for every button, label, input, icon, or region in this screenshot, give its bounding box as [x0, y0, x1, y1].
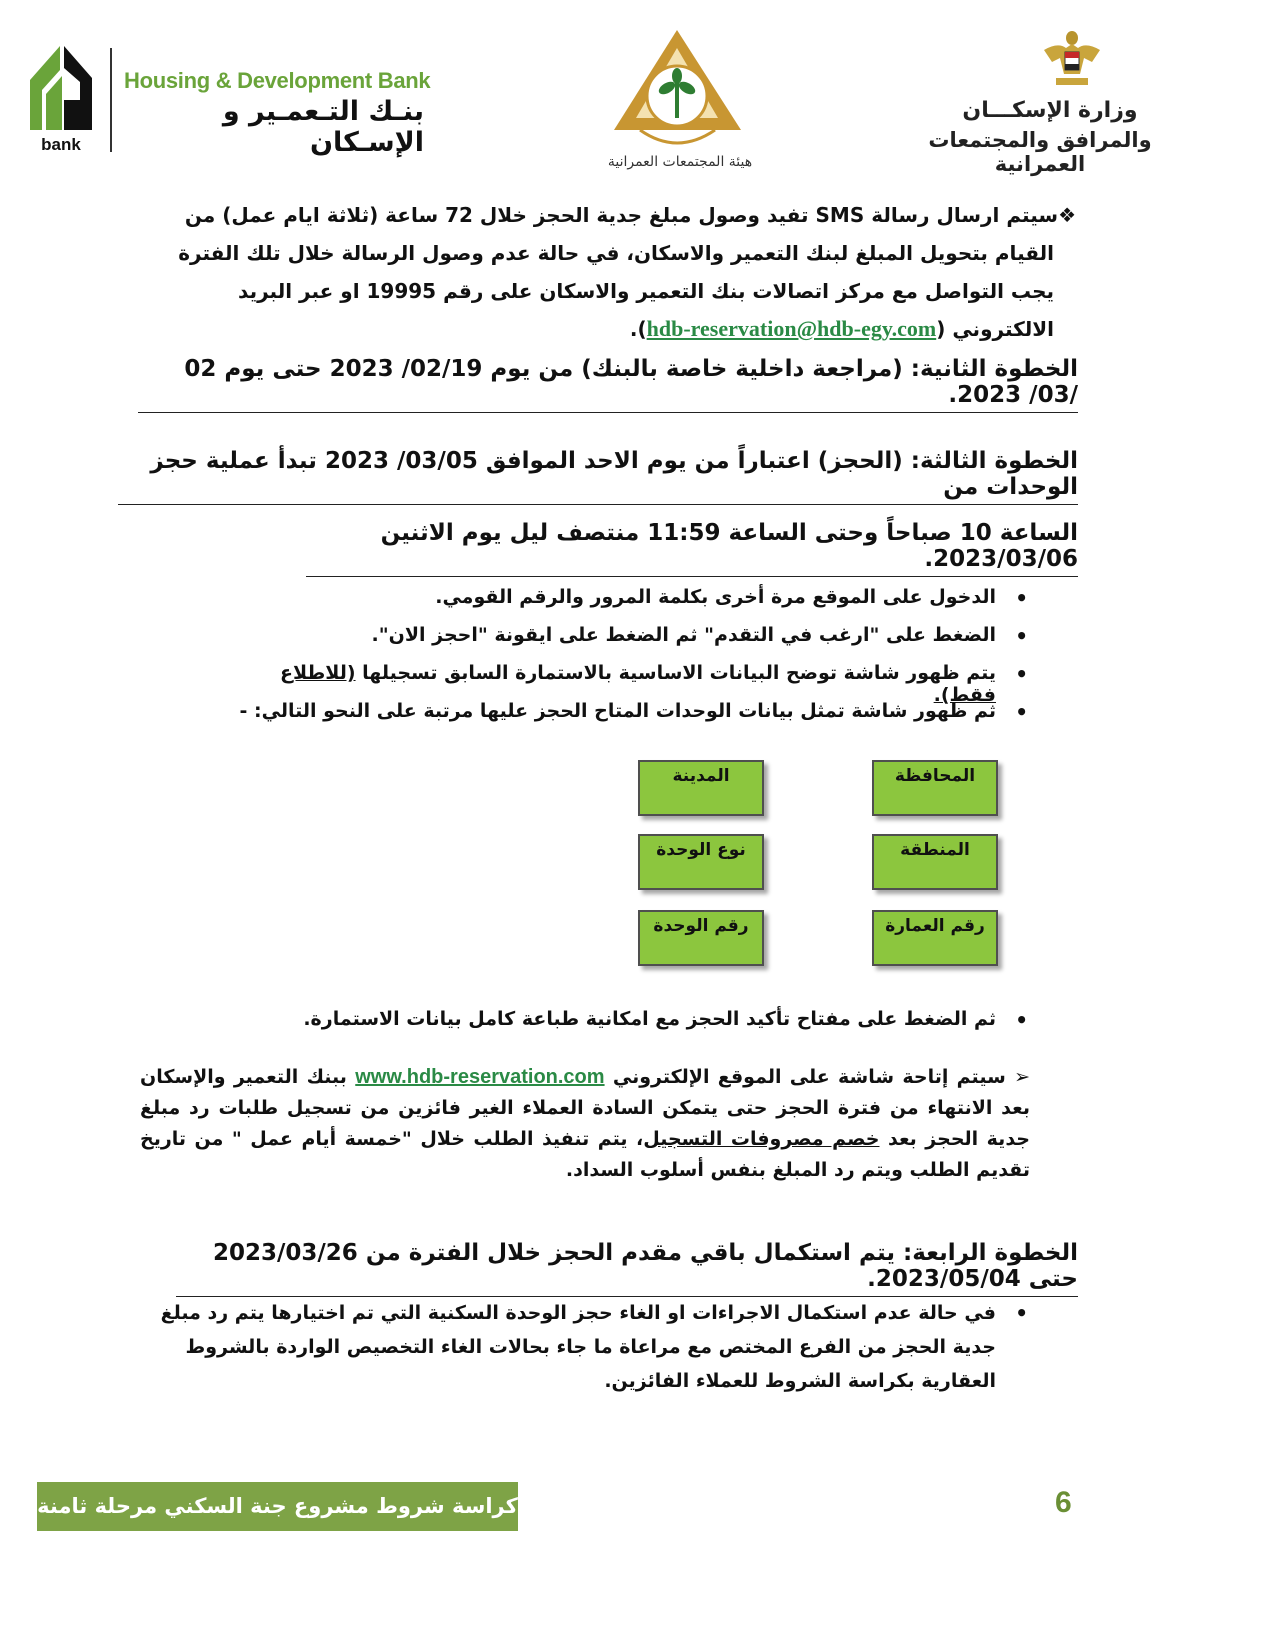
email-link[interactable]: hdb-reservation@hdb-egy.com — [646, 316, 937, 341]
hdb-logo-icon — [28, 42, 94, 154]
step3-heading-line2: الساعة 10 صباحاً وحتى الساعة 11:59 منتصف ليل يوم الاثنين 2023/03/06. — [306, 520, 1078, 577]
footer-title: كراسة شروط مشروع جنة السكني مرحلة ثامنة — [37, 1482, 518, 1531]
egypt-eagle-icon — [1040, 28, 1104, 90]
registration-fees-note: خصم مصروفات التسجيل — [643, 1128, 880, 1150]
sms-note-line1: ❖سيتم ارسال رسالة SMS تفيد وصول مبلغ جدية الحجز خلال 72 ساعة (ثلاثة ايام عمل) من — [184, 203, 1076, 227]
ministry-name: وزارة الإسكـــان — [962, 98, 1138, 123]
list-item: • ثم ظهور شاشة تمثل بيانات الوحدات المتاح الحجز عليها مرتبة على النحو التالي: - — [230, 700, 1030, 738]
sms-note-line3: يجب التواصل مع مركز اتصالات بنك التعمير والاسكان على رقم 19995 او عبر البريد — [238, 279, 1054, 303]
step3-heading-line1: الخطوة الثالثة: (الحجز) اعتباراً من يوم الاحد الموافق 03/05/ 2023 تبدأ عملية حجز الوحدات من — [118, 448, 1078, 505]
steps-list — [230, 586, 1030, 738]
unit-type-box: نوع الوحدة — [638, 834, 764, 890]
ministry-subtitle: والمرافق والمجتمعات العمرانية — [928, 128, 1152, 176]
list-item: • يتم ظهور شاشة توضح البيانات الاساسية بالاستمارة السابق تسجيلها (للاطلاع فقط). — [230, 662, 1030, 700]
header-separator — [110, 48, 112, 152]
nuca-caption: هيئة المجتمعات العمرانية — [607, 154, 753, 170]
diamond-bullet-icon: ❖ — [1058, 203, 1076, 227]
arrow-bullet-icon: ➢ — [1014, 1066, 1030, 1088]
info-only-note: (للاطلاع فقط). — [280, 662, 996, 706]
list-item: • في حالة عدم استكمال الاجراءات او الغاء حجز الوحدة السكنية التي تم اختيارها يتم رد مبلغ جدية الحجز من الفرع المختص مع مراعاة ما جاء بحالات الغاء التخصيص الواردة بالشروط العقارية بكراسة الشروط للعملاء الفائزين. — [140, 1296, 1030, 1398]
list-item: • ثم الضغط على مفتاح تأكيد الحجز مع امكانية طباعة كامل بيانات الاستمارة. — [230, 1008, 1030, 1030]
sms-note-line2: القيام بتحويل المبلغ لبنك التعمير والاسكان، في حالة عدم وصول الرسالة خلال تلك الفترة — [178, 241, 1054, 265]
region-box: المنطقة — [872, 834, 998, 890]
sms-note — [140, 196, 1076, 348]
website-link[interactable]: www.hdb-reservation.com — [355, 1066, 605, 1088]
bank-name-en: Housing & Development Bank — [124, 68, 431, 93]
nuca-logo-icon — [610, 26, 745, 156]
unit-number-box: رقم الوحدة — [638, 910, 764, 966]
bank-name-ar: بنـك التـعمـير و الإسـكان — [222, 96, 424, 158]
bank-logo-text: bank — [41, 135, 81, 154]
confirm-list — [230, 1008, 1030, 1030]
step4-heading: الخطوة الرابعة: يتم استكمال باقي مقدم الحجز خلال الفترة من 2023/03/26 حتى 2023/05/04. — [176, 1240, 1078, 1297]
step2-heading: الخطوة الثانية: (مراجعة داخلية خاصة بالبنك) من يوم 02/19/ 2023 حتى يوم 02 /03/ 2023. — [138, 356, 1078, 413]
city-box: المدينة — [638, 760, 764, 816]
refund-note: ➢ سيتم إتاحة شاشة على الموقع الإلكتروني www.hdb-reservation.com ببنك التعمير والإسكان بعد الانتهاء من فترة الحجز حتى يتمكن السادة العملاء الغير فائزين من تسجيل طلبات رد مبلغ جدية الحجز بعد خصم مصروفات التسجيل، يتم تنفيذ الطلب خلال "خمسة أيام عمل " من تاريخ تقديم الطلب ويتم رد المبلغ بنفس أسلوب السداد. — [140, 1066, 1030, 1181]
sms-note-line4: الالكتروني (hdb-reservation@hdb-egy.com). — [629, 316, 1054, 341]
page-number: 6 — [1055, 1486, 1072, 1519]
list-item: • الضغط على "ارغب في التقدم" ثم الضغط على ايقونة "احجز الان". — [230, 624, 1030, 662]
step4-list — [140, 1296, 1030, 1398]
list-item: • الدخول على الموقع مرة أخرى بكلمة المرور والرقم القومي. — [230, 586, 1030, 624]
governorate-box: المحافظة — [872, 760, 998, 816]
building-number-box: رقم العمارة — [872, 910, 998, 966]
